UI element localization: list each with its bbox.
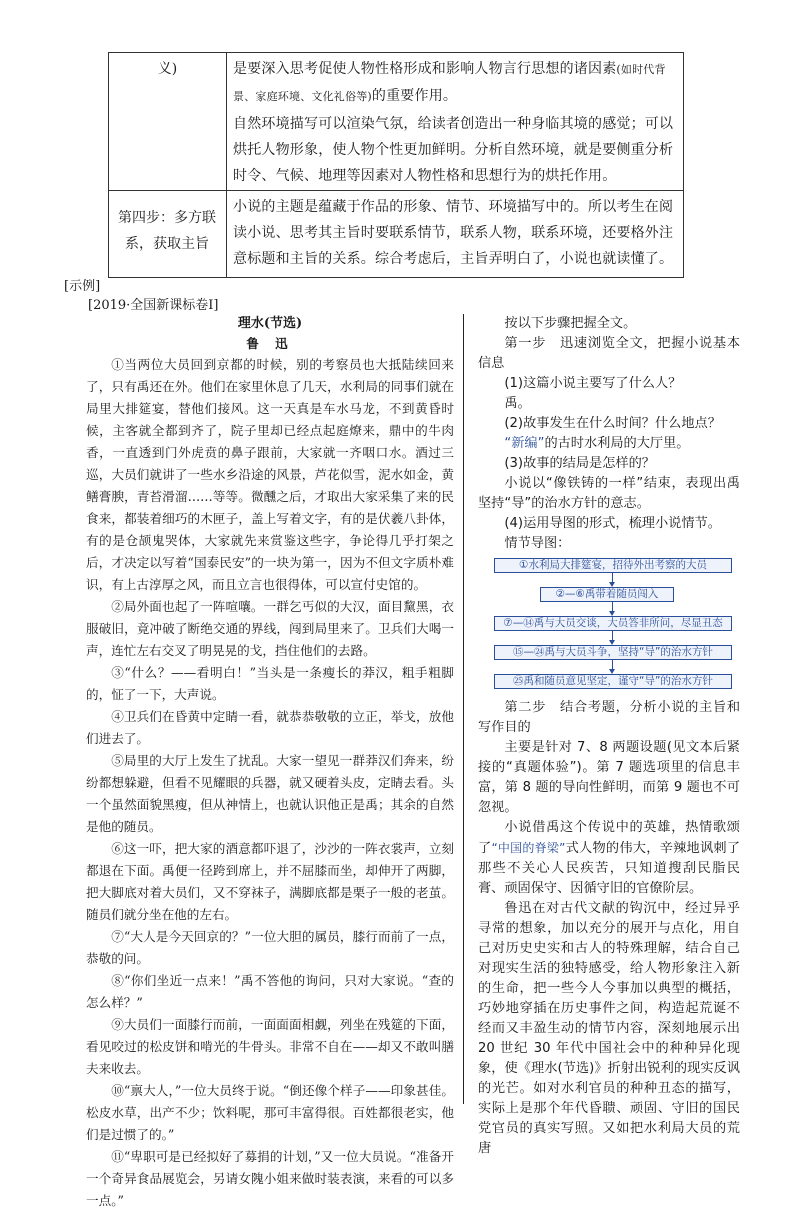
table-row1-text-b: 的重要作用。	[371, 88, 458, 104]
article-paragraph: ③“什么？——看明白！”当头是一条瘦长的莽汉，粗手粗脚的，怔了一下，大声说。	[86, 665, 454, 702]
article	[86, 314, 454, 1212]
question-1: (1)这篇小说主要写了什么人？	[504, 376, 682, 391]
mindmap-node: ⑮—㉔禹与大员斗争，坚持“导”的治水方针	[494, 645, 732, 660]
analysis-intro: 按以下步骤把握全文。	[504, 316, 637, 331]
table-row2-label: 第四步：多方联系，获取主旨	[118, 210, 216, 252]
step1-heading	[478, 334, 740, 374]
article-paragraph: ⑥这一吓，把大家的酒意都吓退了，沙沙的一阵衣裳声，立刻都退在下面。禹便一径跨到席上，并不屈膝而坐，却伸开了两脚，把大脚底对着大员们，又不穿袜子，满脚底都是栗子一般的老茧。随员们就分坐在他的左右。	[86, 841, 454, 922]
example-label: [示例]	[64, 279, 101, 294]
analysis-column	[478, 314, 740, 1159]
article-paragraph: ⑩“禀大人，”一位大员终于说。“倒还像个样子——印象甚佳。松皮水草，出产不少；饮料呢，那可丰富得很。百姓都很老实，他们是过惯了的。”	[86, 1083, 454, 1142]
mindmap-arrow	[612, 602, 613, 612]
plot-mindmap	[478, 556, 740, 696]
mindmap-arrow	[612, 573, 613, 583]
answer-1: 禹。	[504, 396, 531, 411]
question-3: (3)故事的结局是怎样的？	[504, 456, 655, 471]
source-label: [2019·全国新课标卷Ⅰ]	[88, 298, 219, 313]
article-paragraph: ④卫兵们在昏黄中定睛一看，就恭恭敬敬的立正，举戈，放他们进去了。	[86, 709, 454, 746]
step2-label: 第二步	[504, 700, 547, 715]
answer-2	[478, 434, 740, 454]
article-author: 鲁 迅	[246, 336, 294, 351]
table-row-divider	[109, 190, 683, 191]
step2-text: 结合考题，分析小说的主旨和写作目的	[478, 700, 741, 735]
step1-text: 迅速浏览全文，把握小说基本信息	[478, 336, 741, 371]
article-paragraph: ②局外面也起了一阵喧嚷。一群乞丐似的大汉，面目黧黑，衣服破旧，竟冲破了断绝交通的界线，闯到局里来了。卫兵们大喝一声，连忙左右交叉了明晃晃的戈，挡住他们的去路。	[86, 599, 454, 658]
article-paragraph: ⑪“卑职可是已经拟好了募捐的计划，”又一位大员说。“准备开一个奇异食品展览会，另请女隗小姐来做时装表演，来看的可以多一点。”	[86, 1149, 454, 1208]
mindmap-node: ㉕禹和随员意见坚定，谨守“导”的治水方针	[494, 674, 732, 689]
question-4: (4)运用导图的形式，梳理小说情节。	[504, 516, 721, 531]
mindmap-node: ②—⑥禹带着随员闯入	[540, 587, 674, 602]
mindmap-label: 情节导图：	[504, 536, 571, 551]
analysis-paragraph-2	[478, 818, 740, 899]
column-divider	[463, 314, 464, 1104]
answer-2-quote: “新编”	[504, 436, 545, 451]
mindmap-node: ⑦—⑭禹与大员交谈，大员答非所问，尽显丑态	[494, 616, 732, 631]
mindmap-node: ①水利局大排筵宴，招待外出考察的大员	[494, 558, 732, 573]
table-row1-text-c: 自然环境描写可以渲染气氛，给读者创造出一种身临其境的感觉；可以烘托人物形象，使人物个性更加鲜明。分析自然环境，就是要侧重分析时令、气候、地理等因素对人物性格和思想行为的烘托作用。	[233, 116, 674, 184]
analysis-paragraph-3: 鲁迅在对古代文献的钩沉中，经过异乎寻常的想象，加以充分的展开与点化，用自己对历史史实和古人的特殊理解，结合自己对现实生活的独特感受，给人物形象注入新的生命，把一些今人今事加以典型的概括，巧妙地穿插在历史事件之间，构造起荒诞不经而又丰盈生动的情节内容，深刻地展示出 20 世纪 30 年代中国社会中的种种异化现象，使《理水(节选)》折射出锐利的现实反讽的光芒。如对水利官员的种种丑态的描写，实际上是那个年代昏聩、顽固、守旧的国民党官员的真实写照。又如把水利局大员的荒唐	[478, 901, 740, 1156]
analysis-paragraph-2-b: 式人物的伟大，辛辣地讽刺了那些不关心人民疾苦，只知道搜刮民脂民膏、顽固保守、因循守旧的官僚阶层。	[478, 841, 741, 896]
step1-label: 第一步	[504, 336, 547, 351]
mindmap-arrow	[612, 631, 613, 641]
article-title: 理水(节选)	[237, 316, 303, 331]
table-row1-label: 义)	[157, 61, 178, 77]
mindmap-arrow	[612, 660, 613, 670]
table-row1-content	[233, 56, 679, 110]
table-column-divider	[226, 53, 227, 277]
article-paragraph: ⑦“大人是今天回京的？”一位大胆的属员，膝行而前了一点，恭敬的问。	[86, 929, 454, 966]
method-table	[108, 52, 684, 278]
article-paragraph: ①当两位大员回到京都的时候，别的考察员也大抵陆续回来了，只有禹还在外。他们在家里休息了几天，水利局的同事们就在局里大排筵宴，替他们接风。这一天真是车水马龙，不到黄昏时候，主客就全都到齐了，院子里却已经点起庭燎来，鼎中的牛肉香，一直透到门外虎贲的鼻子跟前，大家就一齐咽口水。酒过三巡，大员们就讲了一些水乡沿途的风景，芦花似雪，泥水如金，黄鳝膏腴，青苔滑溜……等等。微醺之后，才取出大家采集了来的民食来，都装着细巧的木匣子，盖上写着文字，有的是伏羲八卦体，有的是仓颉鬼哭体，大家就先来赏鉴这些字，争论得几乎打架之后，才决定以写着“国泰民安”的一块为第一，因为不但文字质朴难识，有上古淳厚之风，而且立言也很得体，可以宣付史馆的。	[86, 357, 454, 592]
answer-2-rest: 的古时水利局的大厅里。	[544, 436, 690, 451]
table-row1-text-small: (如时代背景、家庭环境、文化礼俗等)	[233, 63, 666, 103]
table-row1-text-a: 是要深入思考促使人物性格形成和影响人物言行思想的诸因素	[233, 61, 617, 77]
answer-3: 小说以“像铁铸的一样”结束，表现出禹坚持“导”的治水方针的意志。	[478, 476, 740, 511]
analysis-paragraph-2-a: 小说借禹这个传说中的英雄，热情歌颂了	[478, 820, 740, 856]
article-paragraph: ⑤局里的大厅上发生了扰乱。大家一望见一群莽汉们奔来，纷纷都想躲避，但看不见耀眼的兵器，就又硬着头皮，定睛去看。头一个虽然面貌黑瘦，但从神情上，也就认识他正是禹；其余的自然是他的随员。	[86, 753, 454, 834]
article-paragraph: ⑨大员们一面膝行而前，一面面面相觑，列坐在残筵的下面，看见咬过的松皮饼和啃光的牛骨头。非常不自在——却又不敢叫膳夫来收去。	[86, 1017, 454, 1076]
table-row2-content: 小说的主题是蕴藏于作品的形象、情节、环境描写中的。所以考生在阅读小说、思考其主旨时要联系情节，联系人物，联系环境，还要格外注意标题和主旨的关系。综合考虑后，主旨弄明白了，小说也就读懂了。	[233, 199, 674, 267]
analysis-paragraph-2-quote: “中国的脊梁”	[491, 841, 566, 855]
analysis-paragraph-1: 主要是针对 7、8 两题设题(见文本后紧接的“真题体验”)。第 7 题选项里的信息丰富，第 8 题的导向性鲜明，而第 9 题也不可忽视。	[478, 740, 740, 815]
article-paragraph: ⑧“你们坐近一点来！”禹不答他的询问，只对大家说。“查的怎么样？”	[86, 973, 454, 1010]
question-2: (2)故事发生在什么时间？什么地点？	[504, 416, 721, 431]
step2-heading	[478, 698, 740, 738]
